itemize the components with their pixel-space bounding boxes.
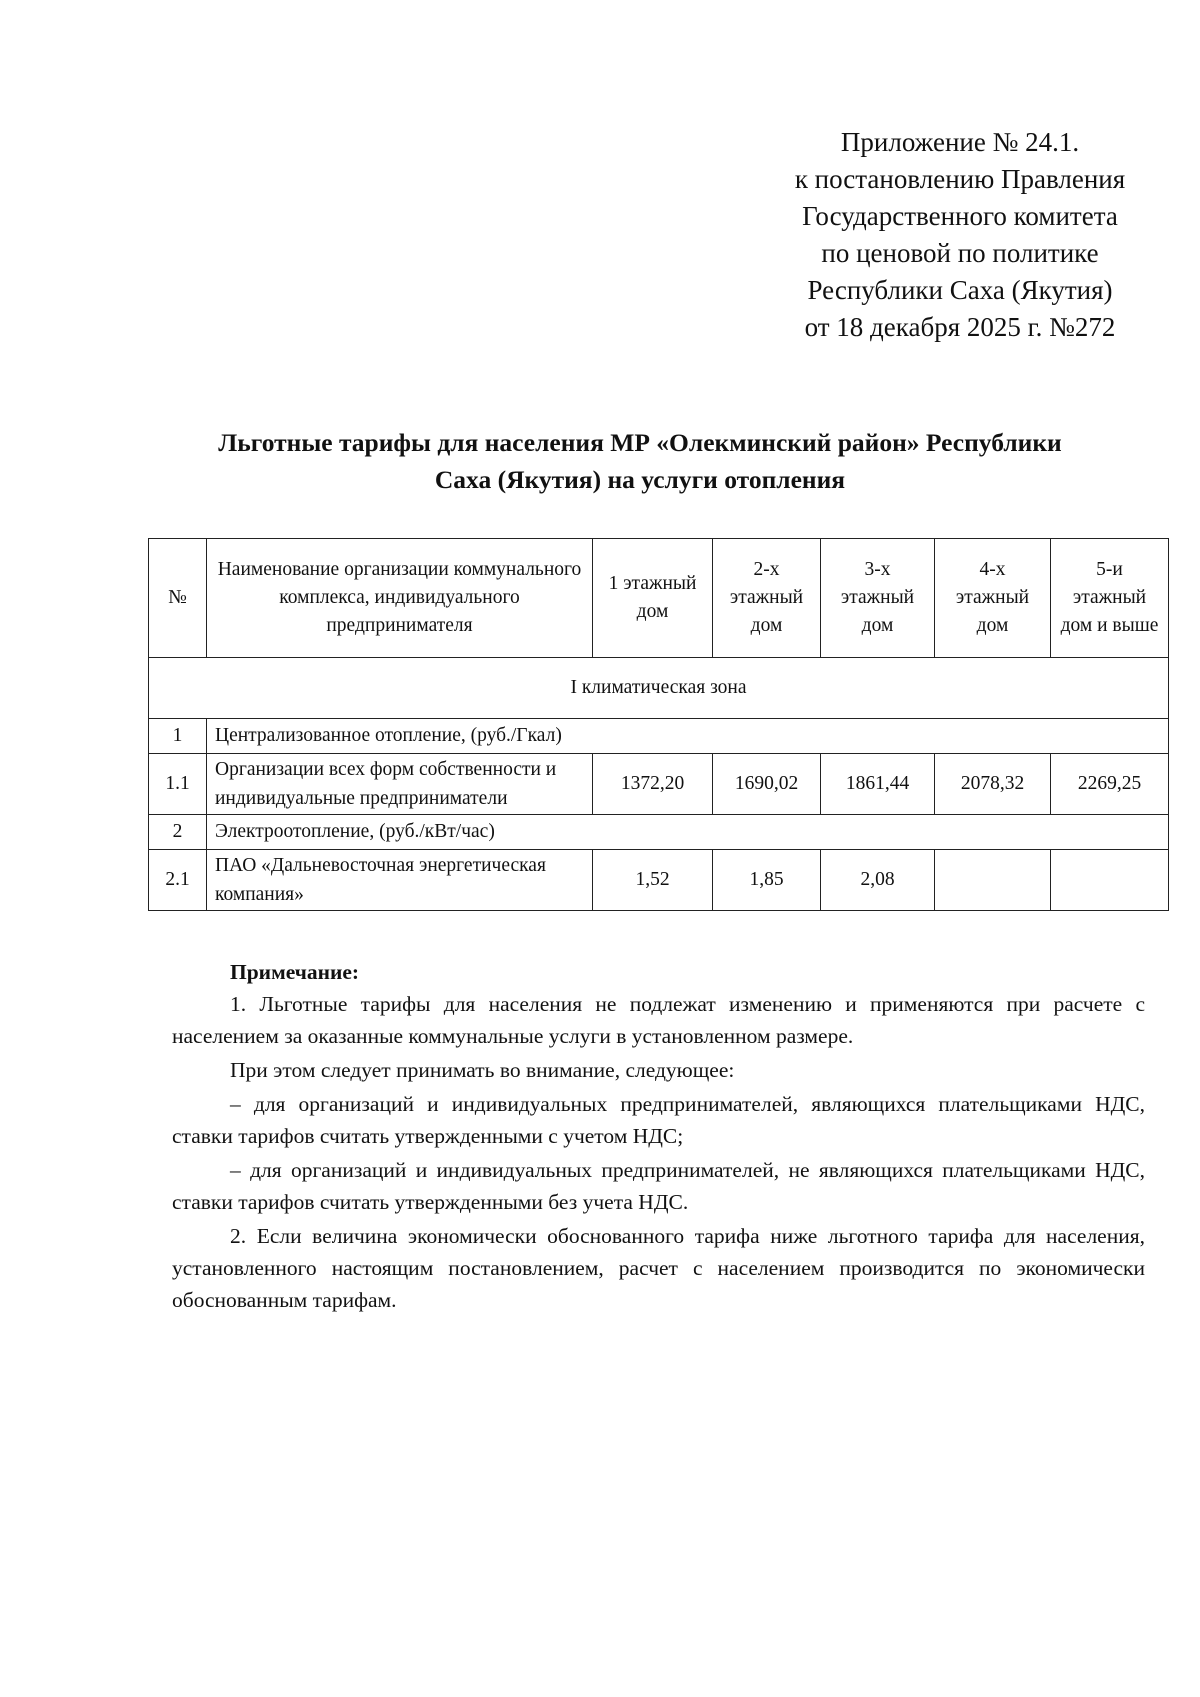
climate-zone-label: I климатическая зона [149, 658, 1169, 719]
table-row [149, 754, 1169, 815]
note-paragraph: 2. Если величина экономически обоснованного тарифа ниже льготного тарифа для населения, установленного настоящим постановлением, расчет с населением производится по экономически обоснованным тарифам. [172, 1224, 1145, 1312]
document-title [150, 424, 1130, 498]
tariff-value: 1690,02 [713, 754, 821, 815]
note-paragraph: – для организаций и индивидуальных предпринимателей, не являющихся плательщиками НДС, ставки тарифов считать утвержденными без учета НДС. [172, 1158, 1145, 1214]
header-column: 5-и этажный дом и выше [1051, 539, 1169, 658]
header-organization-name: Наименование организации коммунального комплекса, индивидуального предпринимателя [207, 539, 593, 658]
header-column: 3-х этажный дом [821, 539, 935, 658]
tariff-value: 1861,44 [821, 754, 935, 815]
section-number: 1 [149, 719, 207, 754]
appendix-line: Приложение № 24.1. [840, 127, 1080, 157]
section-label: Электроотопление, (руб./кВт/час) [207, 815, 1169, 850]
header-column: 1 этажный дом [593, 539, 713, 658]
appendix-reference [760, 124, 1160, 346]
tariff-value: 2,08 [821, 850, 935, 911]
tariff-value: 1372,20 [593, 754, 713, 815]
table-row [149, 850, 1169, 911]
row-number: 2.1 [149, 850, 207, 911]
notes-title: Примечание: [230, 960, 360, 984]
title-line: Саха (Якутия) на услуги отопления [434, 465, 846, 494]
row-number: 1.1 [149, 754, 207, 815]
tariffs-table [148, 538, 1169, 911]
notes-section [172, 956, 1145, 1316]
table-section-row [149, 719, 1169, 754]
tariff-value: 2078,32 [935, 754, 1051, 815]
table-header-row [149, 539, 1169, 658]
title-line: Льготные тарифы для населения МР «Олекминский район» Республики [218, 428, 1062, 457]
tariff-value [935, 850, 1051, 911]
appendix-line: к постановлению Правления [794, 164, 1126, 194]
tariff-value: 1,85 [713, 850, 821, 911]
tariff-value: 1,52 [593, 850, 713, 911]
note-paragraph: 1. Льготные тарифы для населения не подлежат изменению и применяются при расчете с населением за оказанные коммунальные услуги в установленном размере. [172, 992, 1145, 1048]
section-label: Централизованное отопление, (руб./Гкал) [207, 719, 1169, 754]
appendix-line: Республики Саха (Якутия) [807, 275, 1113, 305]
row-organization-name: ПАО «Дальневосточная энергетическая компания» [207, 850, 593, 911]
header-column: 4-х этажный дом [935, 539, 1051, 658]
table-section-row [149, 815, 1169, 850]
note-paragraph: – для организаций и индивидуальных предпринимателей, являющихся плательщиками НДС, ставки тарифов считать утвержденными с учетом НДС; [172, 1092, 1145, 1148]
section-number: 2 [149, 815, 207, 850]
note-paragraph: При этом следует принимать во внимание, следующее: [230, 1058, 735, 1082]
appendix-line: Государственного комитета [802, 201, 1118, 231]
header-column: 2-х этажный дом [713, 539, 821, 658]
row-organization-name: Организации всех форм собственности и индивидуальные предприниматели [207, 754, 593, 815]
header-number: № [149, 539, 207, 658]
tariff-value: 2269,25 [1051, 754, 1169, 815]
tariff-value [1051, 850, 1169, 911]
climate-zone-row [149, 658, 1169, 719]
appendix-line: от 18 декабря 2025 г. №272 [804, 312, 1116, 342]
appendix-line: по ценовой по политике [821, 238, 1099, 268]
